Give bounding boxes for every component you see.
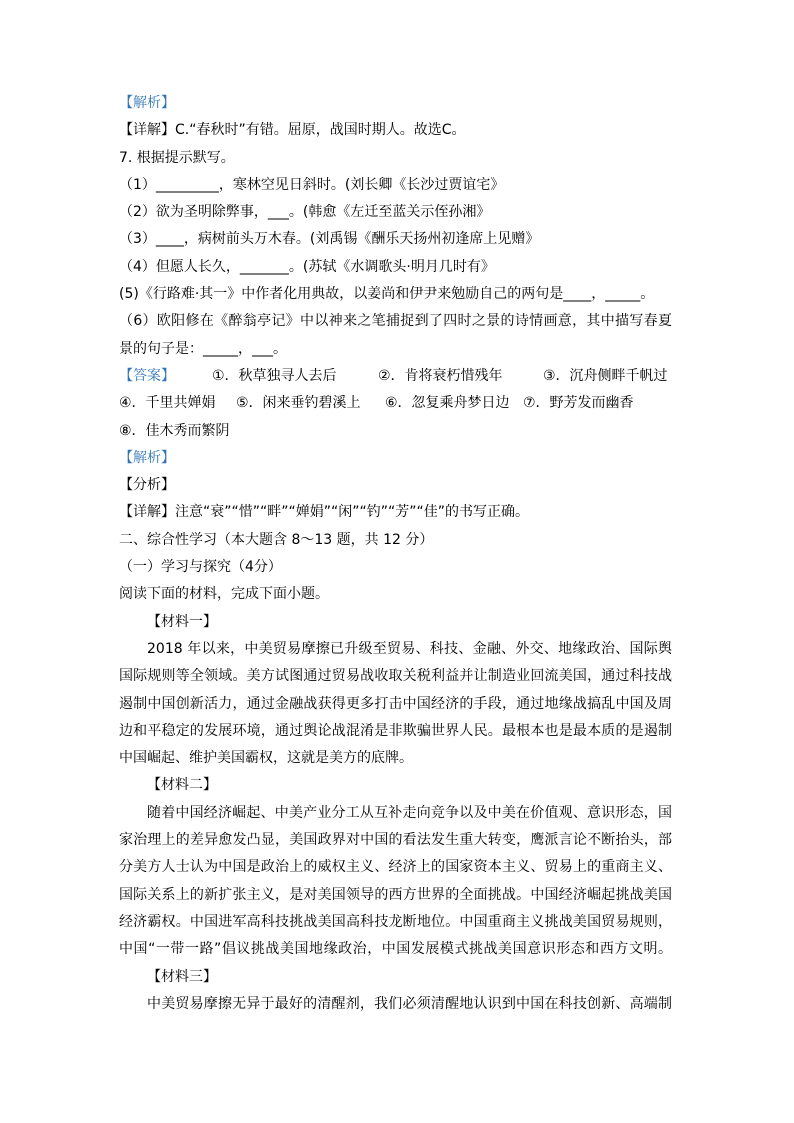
q7-item: 景的句子是：_____，___。 — [119, 340, 287, 357]
q7-item: (5)《行路难·其一》中作者化用典故，以姜尚和伊尹来勉励自己的两句是____，_____。 — [119, 286, 655, 303]
material-line: 2018 年以来，中美贸易摩擦已升级至贸易、科技、金融、外交、地缘政治、国际舆 — [147, 640, 672, 657]
answer-label: 【答案】 — [119, 367, 175, 384]
q6-detail: 【详解】C.“春秋时”有错。屈原，战国时期人。故选C。 — [119, 122, 466, 139]
material-line: 国际规则等全领域。美方试图通过贸易战收取关税利益并让制造业回流美国，通过科技战 — [119, 668, 672, 685]
material-line: 遏制中国创新活力，通过金融战获得更多打击中国经济的手段，通过地缘战搞乱中国及周 — [119, 695, 672, 712]
material-title: 【材料三】 — [147, 968, 217, 985]
subsection-title: （一）学习与探究（4分） — [119, 559, 282, 576]
answer-item: ⑤．闲来垂钓碧溪上 — [236, 395, 361, 412]
answer-item: ④．千里共婵娟 — [119, 395, 216, 412]
material-title: 【材料一】 — [147, 613, 217, 630]
answer-item: ⑥．忽复乘舟梦日边 — [385, 395, 510, 412]
answer-item: ①．秋草独寻人去后 — [212, 367, 337, 384]
q7-title: 7. 根据提示默写。 — [119, 149, 235, 166]
material-line: 中美贸易摩擦无异于最好的清醒剂，我们必须清醒地认识到中国在科技创新、高端制 — [147, 995, 672, 1012]
material-line: 边和平稳定的发展环境，通过舆论战混淆是非欺骗世界人民。最根本也是最本质的是遏制 — [119, 722, 672, 739]
answer-item: ③．沉舟侧畔千帆过 — [543, 367, 668, 384]
section-title: 二、综合性学习（本大题含 8～13 题，共 12 分） — [119, 531, 434, 548]
material-line: 随着中国经济崛起、中美产业分工从互补走向竞争以及中美在价值观、意识形态，国 — [147, 804, 672, 821]
q7-item: （3）____，病树前头万木春。(刘禹锡《酬乐天扬州初逢席上见赠》 — [119, 231, 540, 248]
document-page — [119, 90, 672, 1018]
answer-item: ⑧．佳木秀而繁阴 — [119, 422, 230, 439]
material-line: 经济霸权。中国进军高科技挑战美国高科技龙断地位。中国重商主义挑战美国贸易规则， — [119, 913, 672, 930]
material-line: 分美方人士认为中国是政治上的威权主义、经济上的国家资本主义、贸易上的重商主义、 — [119, 859, 672, 876]
q7-item: （1）_________，寒林空见日斜时。(刘长卿《长沙过贾谊宅》 — [119, 176, 505, 193]
answer-row — [119, 390, 672, 417]
fenxi-label: 【分析】 — [119, 477, 175, 494]
q7-item: （4）但愿人长久，_______。(苏轼《水调歌头·明月几时有》 — [119, 258, 495, 275]
answer-row — [119, 363, 672, 390]
answer-row — [119, 418, 672, 445]
material-line: 家治理上的差异愈发凸显，美国政界对中国的看法发生重大转变，鹰派言论不断抬头，部 — [119, 832, 672, 849]
q7-detail: 【详解】注意“衰”“惜”“畔”“婵娟”“闲”“钓”“芳”“佳”的书写正确。 — [119, 504, 530, 521]
q7-item: （6）欧阳修在《醉翁亭记》中以神来之笔捕捉到了四时之景的诗情画意，其中描写春夏 — [119, 313, 672, 330]
material-line: 国际关系上的新扩张主义，是对美国领导的西方世界的全面挑战。中国经济崛起挑战美国 — [119, 886, 672, 903]
material-title: 【材料二】 — [147, 777, 217, 794]
answer-item: ②．肯将衰朽惜残年 — [378, 367, 503, 384]
answer-item: ⑦．野芳发而幽香 — [523, 395, 634, 412]
material-line: 中国崛起、维护美国霸权，这就是美方的底牌。 — [119, 750, 413, 767]
material-line: 中国“一带一路”倡议挑战美国地缘政治，中国发展模式挑战美国意识形态和西方文明。 — [119, 941, 672, 958]
instruction: 阅读下面的材料，完成下面小题。 — [119, 586, 329, 603]
q7-item: （2）欲为圣明除弊事，___。(韩愈《左迁至蓝关示侄孙湘》 — [119, 204, 491, 221]
analysis-label: 【解析】 — [119, 95, 175, 111]
analysis-label: 【解析】 — [119, 449, 175, 466]
